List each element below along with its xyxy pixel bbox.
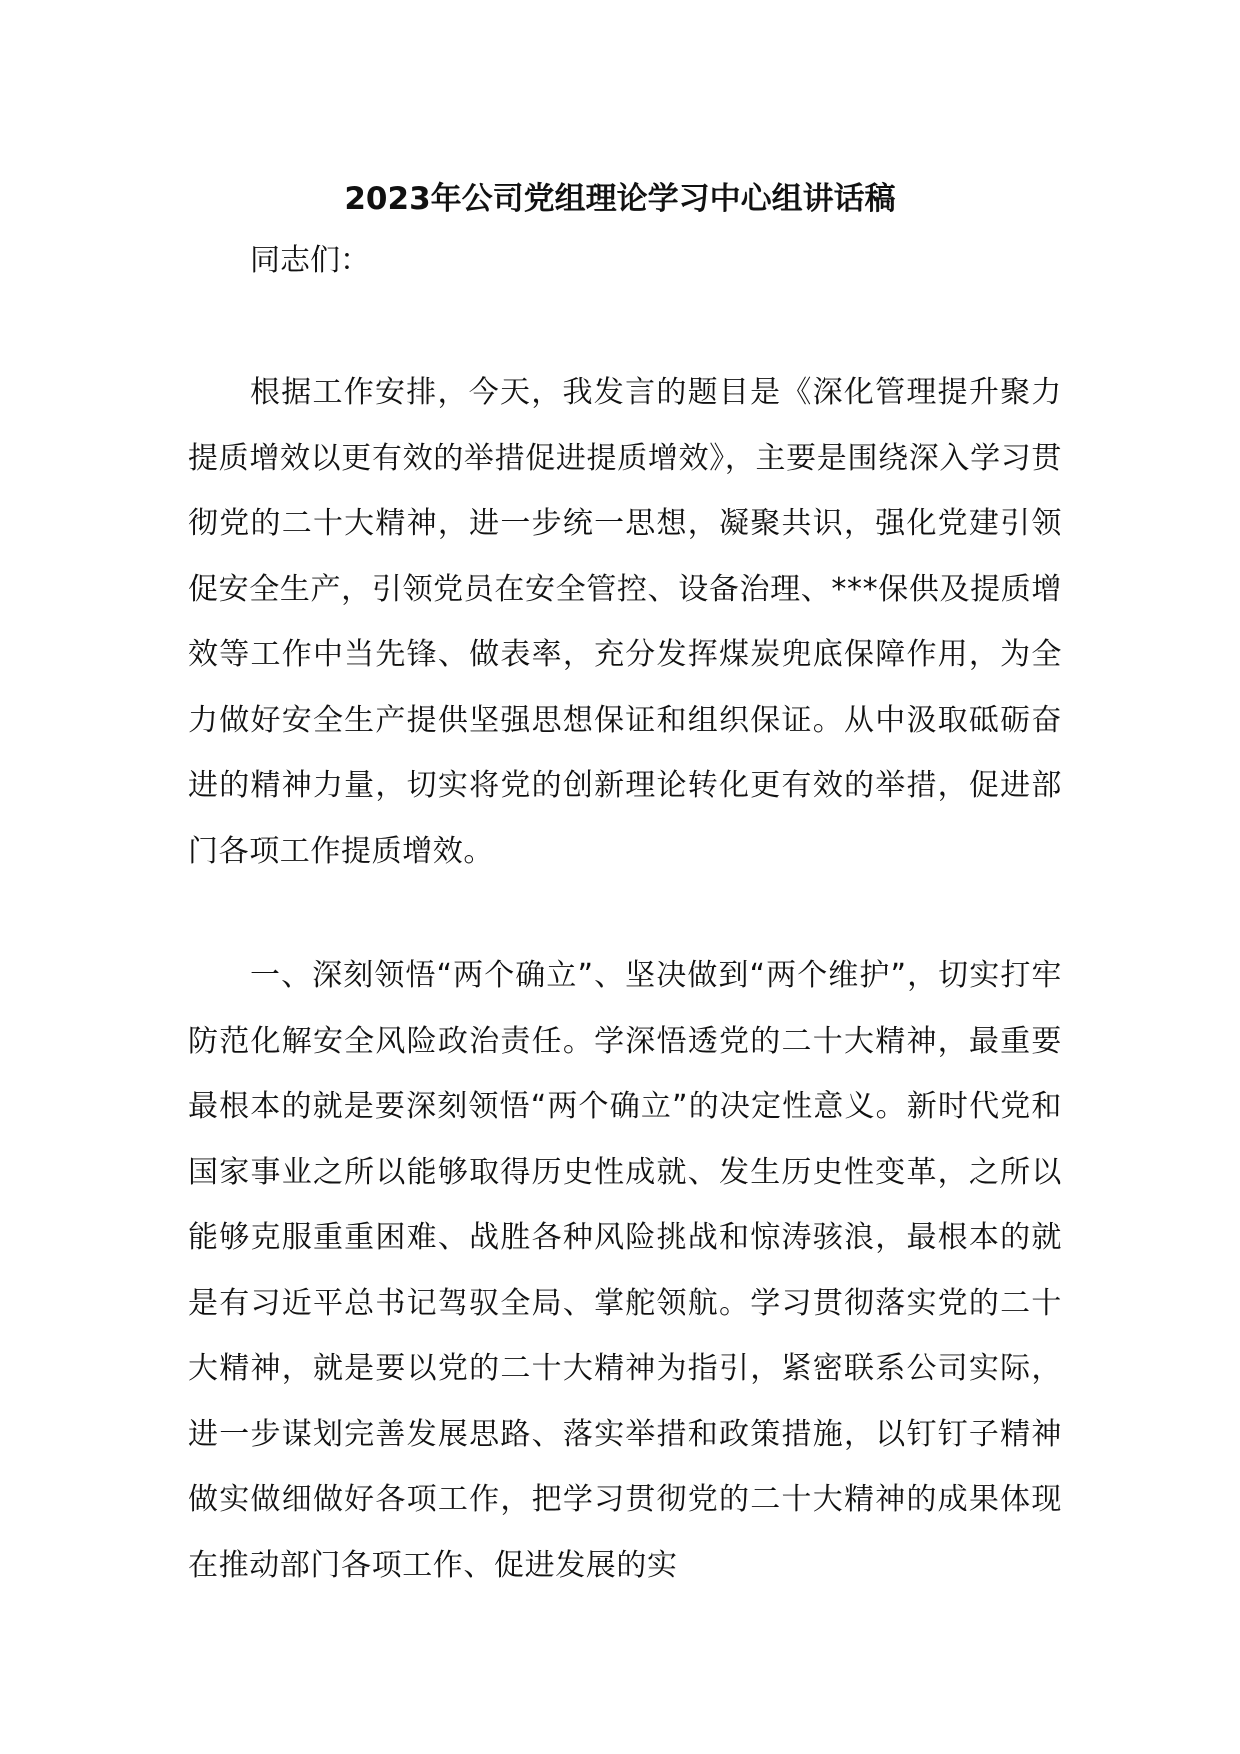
salutation: 同志们： [250, 243, 370, 278]
paragraph-section-one: 一、深刻领悟“两个确立”、坚决做到“两个维护”，切实打牢防范化解安全风险政治责任。学深悟透党的二十大精神，最重要最根本的就是要深刻领悟“两个确立”的决定性意义。新时代党和国家事业之所以能够取得历史性成就、发生历史性变革，之所以能够克服重重困难、战胜各种风险挑战和惊涛骇浪，最根本的就是有习近平总书记驾驭全局、掌舵领航。学习贯彻落实党的二十大精神，就是要以党的二十大精神为指引，紧密联系公司实际，进一步谋划完善发展思路、落实举措和政策措施，以钉钉子精神做实做细做好各项工作，把学习贯彻党的二十大精神的成果体现在推动部门各项工作、促进发展的实 [188, 958, 1062, 1583]
paragraph-intro: 根据工作安排，今天，我发言的题目是《深化管理提升聚力提质增效以更有效的举措促进提质增效》，主要是围绕深入学习贯彻党的二十大精神，进一步统一思想，凝聚共识，强化党建引领促安全生产，引领党员在安全管控、设备治理、***保供及提质增效等工作中当先锋、做表率，充分发挥煤炭兜底保障作用，为全力做好安全生产提供坚强思想保证和组织保证。从中汲取砥砺奋进的精神力量，切实将党的创新理论转化更有效的举措，促进部门各项工作提质增效。 [188, 375, 1062, 869]
document-title: 2023年公司党组理论学习中心组讲话稿 [344, 181, 896, 217]
